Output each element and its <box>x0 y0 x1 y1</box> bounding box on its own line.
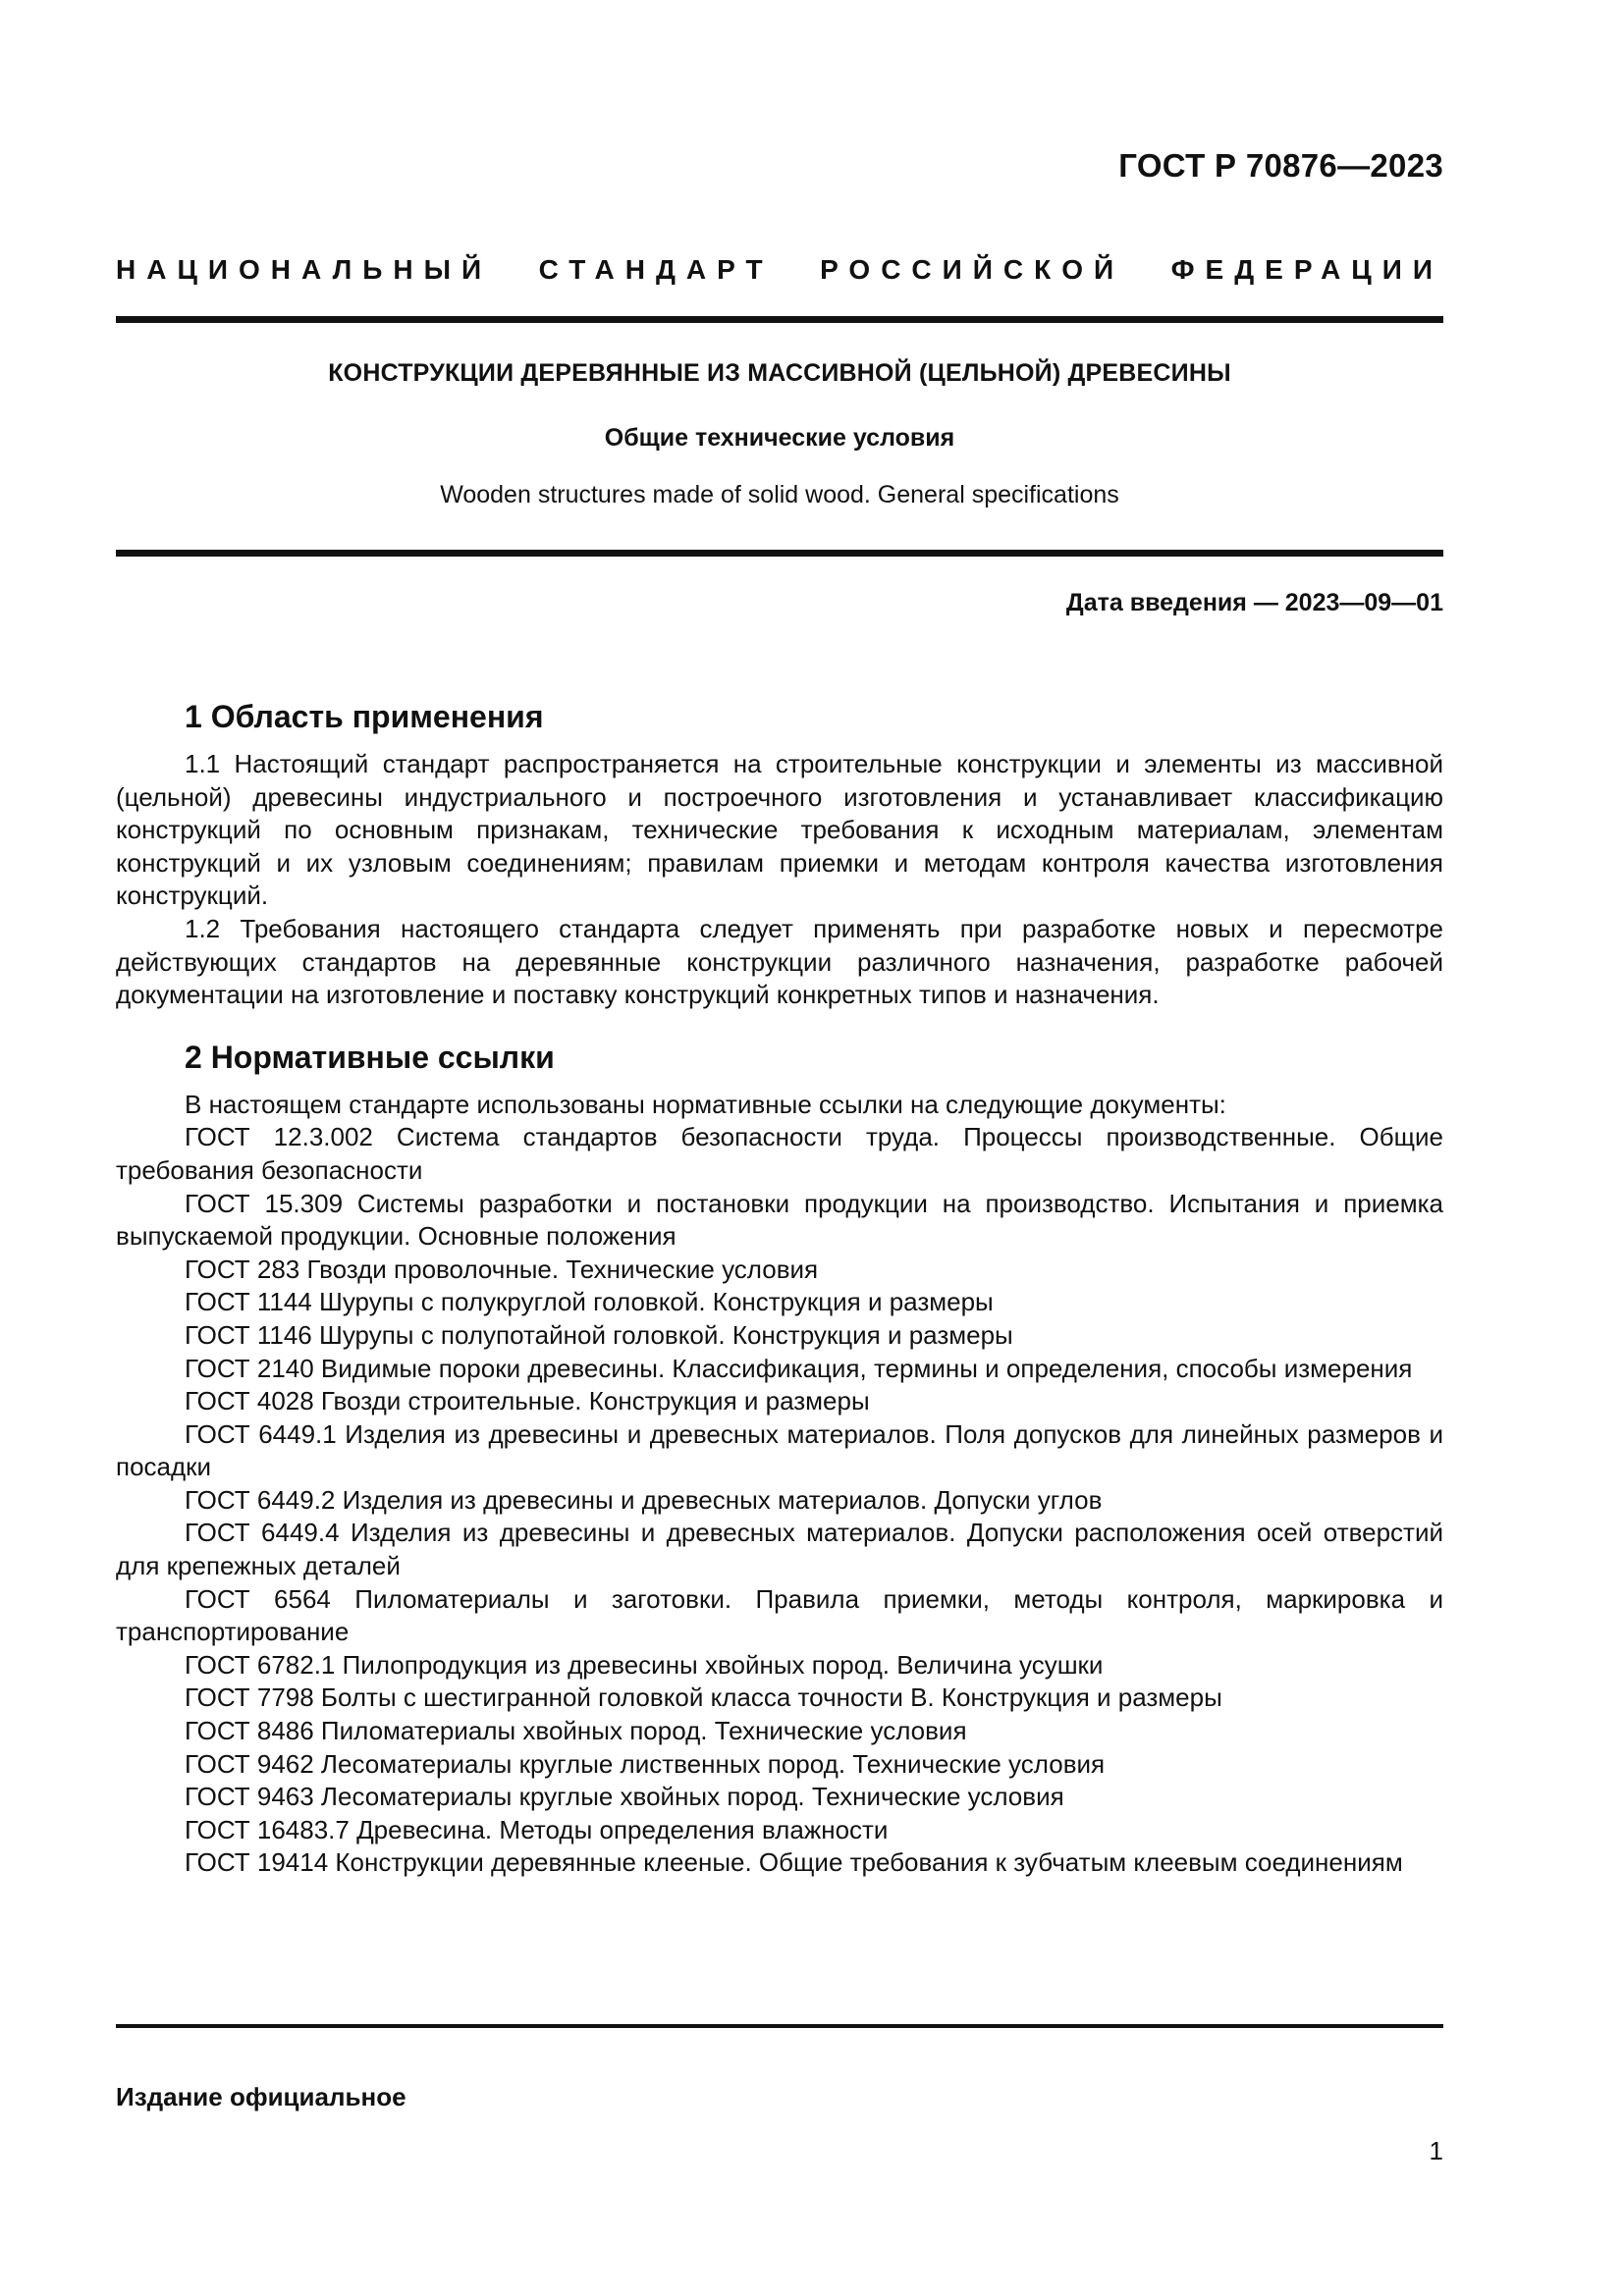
reference-item: ГОСТ 16483.7 Древесина. Методы определения влажности <box>185 1814 889 1844</box>
footer-divider <box>116 2024 1443 2028</box>
paragraph-1-2: 1.2 Требования настоящего стандарта следует применять при разработке новых и пересмотре действующих стандартов на деревянные конструкции различного назначения, разработке рабочей документации на изготовление и поставку конструкций конкретных типов и назначения. <box>116 913 1443 1010</box>
reference-item: ГОСТ 9462 Лесоматериалы круглые лиственных пород. Технические условия <box>185 1748 1106 1779</box>
reference-item: ГОСТ 12.3.002 Система стандартов безопасности труда. Процессы производственные. Общие требования безопасности <box>116 1122 1443 1185</box>
reference-item: ГОСТ 283 Гвозди проволочные. Технические условия <box>185 1254 819 1284</box>
reference-item: ГОСТ 7798 Болты с шестигранной головкой класса точности В. Конструкция и размеры <box>185 1682 1222 1713</box>
top-divider <box>116 316 1443 323</box>
section-heading-scope: 1 Область применения <box>185 699 544 734</box>
reference-item: ГОСТ 6449.4 Изделия из древесины и древесных материалов. Допуски расположения осей отверстий для крепежных деталей <box>116 1518 1443 1581</box>
reference-item: ГОСТ 1146 Шурупы с полупотайной головкой. Конструкция и размеры <box>185 1319 1013 1350</box>
page-number: 1 <box>1429 2136 1443 2165</box>
national-standard-banner: НАЦИОНАЛЬНЫЙ СТАНДАРТ РОССИЙСКОЙ ФЕДЕРАЦИИ <box>116 254 1443 285</box>
paragraph-1-1: 1.1 Настоящий стандарт распространяется на строительные конструкции и элементы из массивной (цельной) древесины индустриального и построечного изготовления и устанавливает классификацию конструкций по основным признакам, технические требования к исходным материалам, элементам конструкций и их узловым соединениям; правилам приемки и методам контроля качества изготовления конструкций. <box>116 749 1443 911</box>
reference-item: ГОСТ 9463 Лесоматериалы круглые хвойных пород. Технические условия <box>185 1782 1064 1812</box>
reference-item: ГОСТ 6449.1 Изделия из древесины и древесных материалов. Поля допусков для линейных размеров и посадки <box>116 1418 1443 1482</box>
reference-item: ГОСТ 1144 Шурупы с полукруглой головкой. Конструкция и размеры <box>185 1287 994 1317</box>
reference-item: ГОСТ 19414 Конструкции деревянные клееные. Общие требования к зубчатым клеевым соединениям <box>185 1847 1403 1878</box>
reference-item: ГОСТ 8486 Пиломатериалы хвойных пород. Технические условия <box>185 1716 967 1746</box>
title-divider <box>116 550 1443 557</box>
document-number: ГОСТ Р 70876—2023 <box>1118 147 1443 184</box>
document-body <box>116 687 1443 1880</box>
reference-item: ГОСТ 6782.1 Пилопродукция из древесины хвойных пород. Величина усушки <box>185 1649 1104 1680</box>
reference-item: ГОСТ 4028 Гвозди строительные. Конструкция и размеры <box>185 1386 870 1416</box>
document-title: КОНСТРУКЦИИ ДЕРЕВЯННЫЕ ИЗ МАССИВНОЙ (ЦЕЛЬНОЙ) ДРЕВЕСИНЫ <box>328 359 1231 387</box>
official-edition-label: Издание официальное <box>116 2082 406 2111</box>
reference-item: ГОСТ 6449.2 Изделия из древесины и древесных материалов. Допуски углов <box>185 1484 1103 1515</box>
reference-item: ГОСТ 15.309 Системы разработки и постановки продукции на производство. Испытания и приемка выпускаемой продукции. Основные положения <box>116 1188 1443 1252</box>
section-heading-normative-references: 2 Нормативные ссылки <box>185 1039 555 1075</box>
document-subtitle: Общие технические условия <box>604 424 955 452</box>
reference-item: ГОСТ 6564 Пиломатериалы и заготовки. Правила приемки, методы контроля, маркировка и транспортирование <box>116 1583 1443 1647</box>
introduction-date: Дата введения — 2023—09—01 <box>1065 589 1443 616</box>
reference-item: ГОСТ 2140 Видимые пороки древесины. Классификация, термины и определения, способы измерения <box>185 1353 1413 1383</box>
document-title-english: Wooden structures made of solid wood. General specifications <box>440 481 1119 508</box>
references-intro: В настоящем стандарте использованы нормативные ссылки на следующие документы: <box>185 1089 1226 1119</box>
